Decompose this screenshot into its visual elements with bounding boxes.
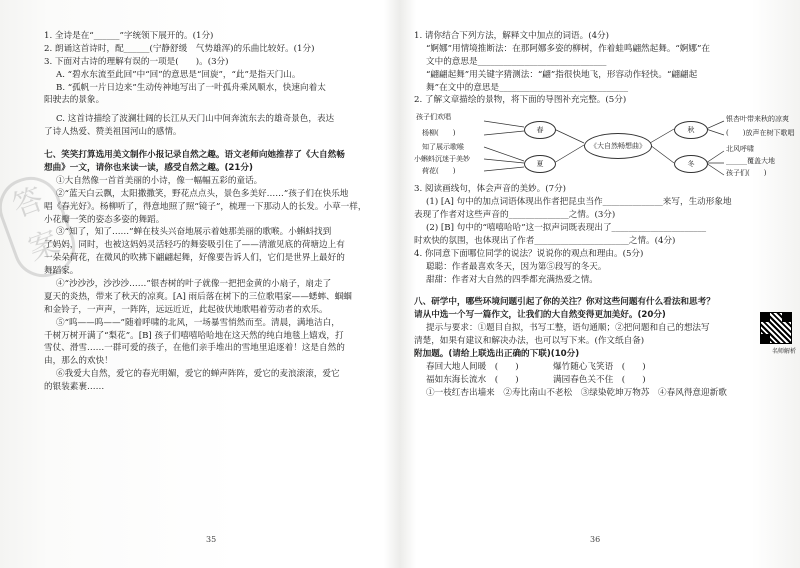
page-number-left: 35 <box>206 535 217 544</box>
season-spring: 春 <box>524 121 556 139</box>
couplet-row-1: 春回大地人间暖 ( ) 爆竹随心飞笑语 ( ) <box>426 361 646 372</box>
paragraph-3-line: 一朵朵荷花，在微风的吹拂下翩翩起舞，好像要告诉人们，它们是世界上最好的 <box>44 253 345 264</box>
r-method-1-blank: 文中的意思是______________________________ <box>426 56 607 67</box>
option-b-cont: 阳驶去的景象。 <box>44 95 105 106</box>
paragraph-5: ⑤“呜——呜——”随着呼啸的北风，一场暴雪悄然而至。清晨，满地洁白， <box>56 317 340 328</box>
left-page <box>44 30 384 394</box>
bonus-heading: 附加题。(请给上联选出正确的下联)(10分) <box>414 349 580 360</box>
qr-label: 名师解析 <box>771 348 796 355</box>
season-winter: 冬 <box>674 155 708 173</box>
winter-item-3: 孩子们( ) <box>726 169 767 178</box>
r-q4-congcong: 聪聪：作者最喜欢冬天，因为第⑤段写的冬天。 <box>426 261 607 272</box>
spring-item-1: 孩子们欢唱 <box>416 113 451 122</box>
spring-item-2: 杨柳( ) <box>422 129 456 138</box>
r-q3-1: (1) [A] 句中的加点词语体现出作者把昆虫当作______________来写，生动形象地 <box>426 197 732 208</box>
r-requirements: 提示与要求：①题目自拟，书写工整，语句通顺；②把问题和自己的想法写 <box>426 323 710 334</box>
r-q3-2: (2) [B] 句中的“嘻嘻哈哈”这一拟声词既表现出了______________________ <box>426 223 707 234</box>
section-8-heading-cont: 请从中选一个写一篇作文，让我们的大自然变得更加美好。(20分) <box>414 310 666 321</box>
option-b: B. “孤帆一片日边来”生动传神地写出了一叶孤舟乘风顺水，快速向着太 <box>56 82 326 93</box>
paragraph-5-line: 由，那么的欢快！ <box>44 356 113 367</box>
question-3: 3. 下面对古诗的理解有误的一项是( )。(3分) <box>44 56 229 67</box>
watermark-stamp: 答案 <box>0 168 84 285</box>
page-number-right: 36 <box>590 535 601 544</box>
r-q4-tiantian: 甜甜：作者对大自然的四季都充满热爱之情。 <box>426 274 598 285</box>
r-question-2: 2. 了解文章描绘的景物，将下面的导图补充完整。(5分) <box>414 95 627 106</box>
paragraph-5-line: 雪仗、滑雪……一群可爱的孩子，在他们亲手堆出的雪地里追逐着！这是自然的 <box>44 343 345 354</box>
paragraph-3-line: 了妈妈，同时，也被这妈妈灵活轻巧的舞姿吸引住了——清澈见底的荷塘边上有 <box>44 240 345 251</box>
paragraph-1: ①大自然像一首首美丽的小诗，像一幅幅五彩的童话。 <box>56 175 263 186</box>
r-q3-2-cont: 时欢快的氛围，也体现出了作者______________________之情。(4分) <box>414 235 676 246</box>
question-2: 2. 朗诵这首诗时，配______(宁静舒缓 气势雄浑)的乐曲比较好。(1分) <box>44 43 315 54</box>
r-method-1: “婀娜”用情境推断法：在那阿娜多姿的柳树，作着蛙鸣翩然起舞。“婀娜”在 <box>426 43 710 54</box>
mind-map <box>414 109 795 179</box>
paragraph-6: ⑥我爱大自然，爱它的春光明媚，爱它的蝉声阵阵，爱它的麦浪滚滚，爱它 <box>56 369 340 380</box>
option-a: A. “碧水东流至此回”中“回”的意思是“回旋”，“此”是指天门山。 <box>56 69 301 80</box>
couplet-options: ①一枝红杏出墙来 ②寿比南山不老松 ③绿染乾坤万物苏 ④春风得意迎新歌 <box>426 387 727 398</box>
center-title: 《大自然畅想曲》 <box>584 133 652 159</box>
section-8-heading: 八、研学中，哪些环境问题引起了你的关注？你对这些问题有什么看法和思考？ <box>414 297 715 308</box>
season-summer: 夏 <box>524 155 556 173</box>
paragraph-2-line: 唱《春光好》。杨柳听了，得意地照了照“镜子”，梳理一下那动人的长发。小草一样， <box>44 201 367 212</box>
option-c: C. 这首诗描绘了波澜壮阔的长江从天门山中间奔流东去的雄奇景色，表达 <box>56 114 335 125</box>
r-question-4: 4. 你同意下面哪位同学的说法？说说你的观点和理由。(5分) <box>414 248 644 259</box>
winter-item-1: 北风呼啸 <box>726 145 754 154</box>
r-question-3: 3. 阅读画线句，体会声音的美妙。(7分) <box>414 184 567 195</box>
paragraph-3-line: 舞蹈家。 <box>44 266 79 277</box>
summer-item-3: 荷花( ) <box>422 167 456 176</box>
question-1: 1. 全诗是在“______”字统领下展开的。(1分) <box>44 31 214 41</box>
r-requirements-cont: 清楚，如果有建议和解决办法，也可以写下来。(作文纸自备) <box>414 336 645 347</box>
option-c-cont: 了诗人热爱、赞美祖国河山的感情。 <box>44 127 182 138</box>
section-7-heading: 七、笑笑打算选用美文制作小报记录自然之趣。语文老师向她推荐了《大自然畅 <box>44 150 345 161</box>
winter-item-2: ______覆盖大地 <box>726 157 775 166</box>
r-q3-1-cont: 表现了作者对这些声音的______________之情。(3分) <box>414 210 616 221</box>
summer-item-2: 小蝌蚪沉迷于美妙 <box>414 155 470 164</box>
summer-item-1: 知了展示歌喉 <box>422 143 464 152</box>
r-method-2: “翩翩起舞”用关键字猜测法：“翩”指很快地飞，形容动作轻快。“翩翩起 <box>426 69 698 80</box>
paragraph-3: ③“知了，知了……”蝉在枝头兴奋地展示着她那美丽的歌喉。小蝌蚪找到 <box>56 227 332 238</box>
paragraph-4: ④“沙沙沙，沙沙沙……”银杏树的叶子就像一把把金黄的小扇子，扇走了 <box>56 279 332 290</box>
paragraph-5-line: 千树万树开满了“梨花”。[B] 孩子们嘻嘻哈哈地在这天然的纯白地毯上嬉戏，打 <box>44 330 344 341</box>
paragraph-2: ②“蓝天白云飘，太阳撒撒笑，野花点点头，景色多美好……”孩子们在快乐地 <box>56 188 349 199</box>
paragraph-4-line: 夏天的炎热，带来了秋天的凉爽。[A] 雨后落在树下的三位歌唱家——蟋蟀、蝈蝈 <box>44 291 352 302</box>
paragraph-2-line: 小花瓣一笑的姿态多姿的舞蹈。 <box>44 214 165 225</box>
autumn-item-1: 银杏叶带来秋的凉爽 <box>726 115 789 124</box>
section-7-heading-cont: 想曲》一文，请你也来读一读，感受自然之趣。(21分) <box>44 163 253 174</box>
couplet-row-2: 福如东海长流水 ( ) 满园春色关不住 ( ) <box>426 374 646 385</box>
r-question-1: 1. 请你结合下列方法，解释文中加点的词语。(4分) <box>414 31 609 41</box>
qr-code <box>760 312 792 344</box>
paragraph-6-line: 的银装素裹…… <box>44 382 105 393</box>
autumn-item-2: ( )放声在树下歌唱 <box>726 129 795 138</box>
season-autumn: 秋 <box>674 121 708 139</box>
paragraph-4-line: 和金铃子，一声声，一阵阵，远远近近，此起彼伏地歌唱着劳动者的欢乐。 <box>44 304 328 315</box>
r-method-2-blank: 舞”在文中的意思是______________________________ <box>426 82 629 93</box>
